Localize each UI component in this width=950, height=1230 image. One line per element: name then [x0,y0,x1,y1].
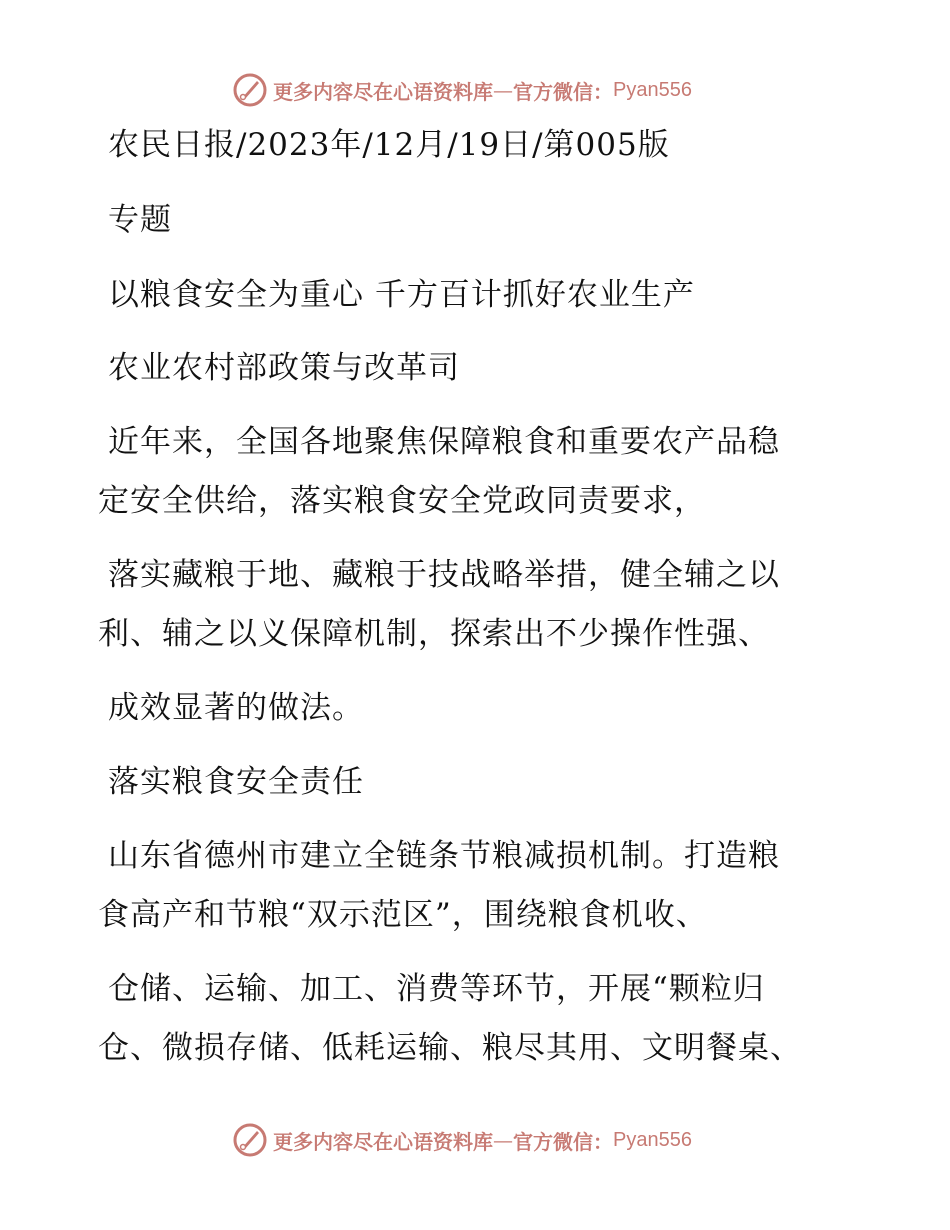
watermark-text: 更多内容尽在心语资料库 [273,1129,493,1154]
publication-line: 农民日报/2023年/12月/19日/第005版 [108,127,670,163]
paragraph-line: 山东省德州市建立全链条节粮减损机制。打造粮 [108,838,780,874]
quill-logo-icon [233,73,267,107]
article-title: 以粮食安全为重心 千方百计抓好农业生产 [108,277,695,313]
quill-logo-icon [233,1123,267,1157]
watermark-separator: — [493,1128,513,1152]
paragraph-line: 成效显著的做法。 [108,690,364,726]
watermark-label: 官方微信： [513,79,613,104]
paragraph-line: 近年来，全国各地聚焦保障粮食和重要农产品稳 [108,424,780,460]
paragraph-line: 仓、微损存储、低耗运输、粮尽其用、文明餐桌、 [98,1030,802,1066]
paragraph-line: 食高产和节粮“双示范区”，围绕粮食机收、 [98,897,708,933]
watermark-text: 更多内容尽在心语资料库 [273,79,493,104]
section-heading: 落实粮食安全责任 [108,764,364,800]
article-author: 农业农村部政策与改革司 [108,350,460,386]
watermark-separator: — [493,78,513,102]
watermark-label: 官方微信： [513,1129,613,1154]
paragraph-line: 利、辅之以义保障机制，探索出不少操作性强、 [98,616,770,652]
paragraph-line: 落实藏粮于地、藏粮于技战略举措，健全辅之以 [108,557,780,593]
paragraph-line: 仓储、运输、加工、消费等环节，开展“颗粒归 [108,971,765,1007]
watermark-wechat-id: Pyan556 [613,1128,692,1151]
watermark-banner-top [233,70,723,110]
watermark-wechat-id: Pyan556 [613,78,692,101]
paragraph-line: 定安全供给，落实粮食安全党政同责要求， [98,483,706,519]
section-label: 专题 [108,202,172,238]
watermark-banner-bottom [233,1120,723,1160]
